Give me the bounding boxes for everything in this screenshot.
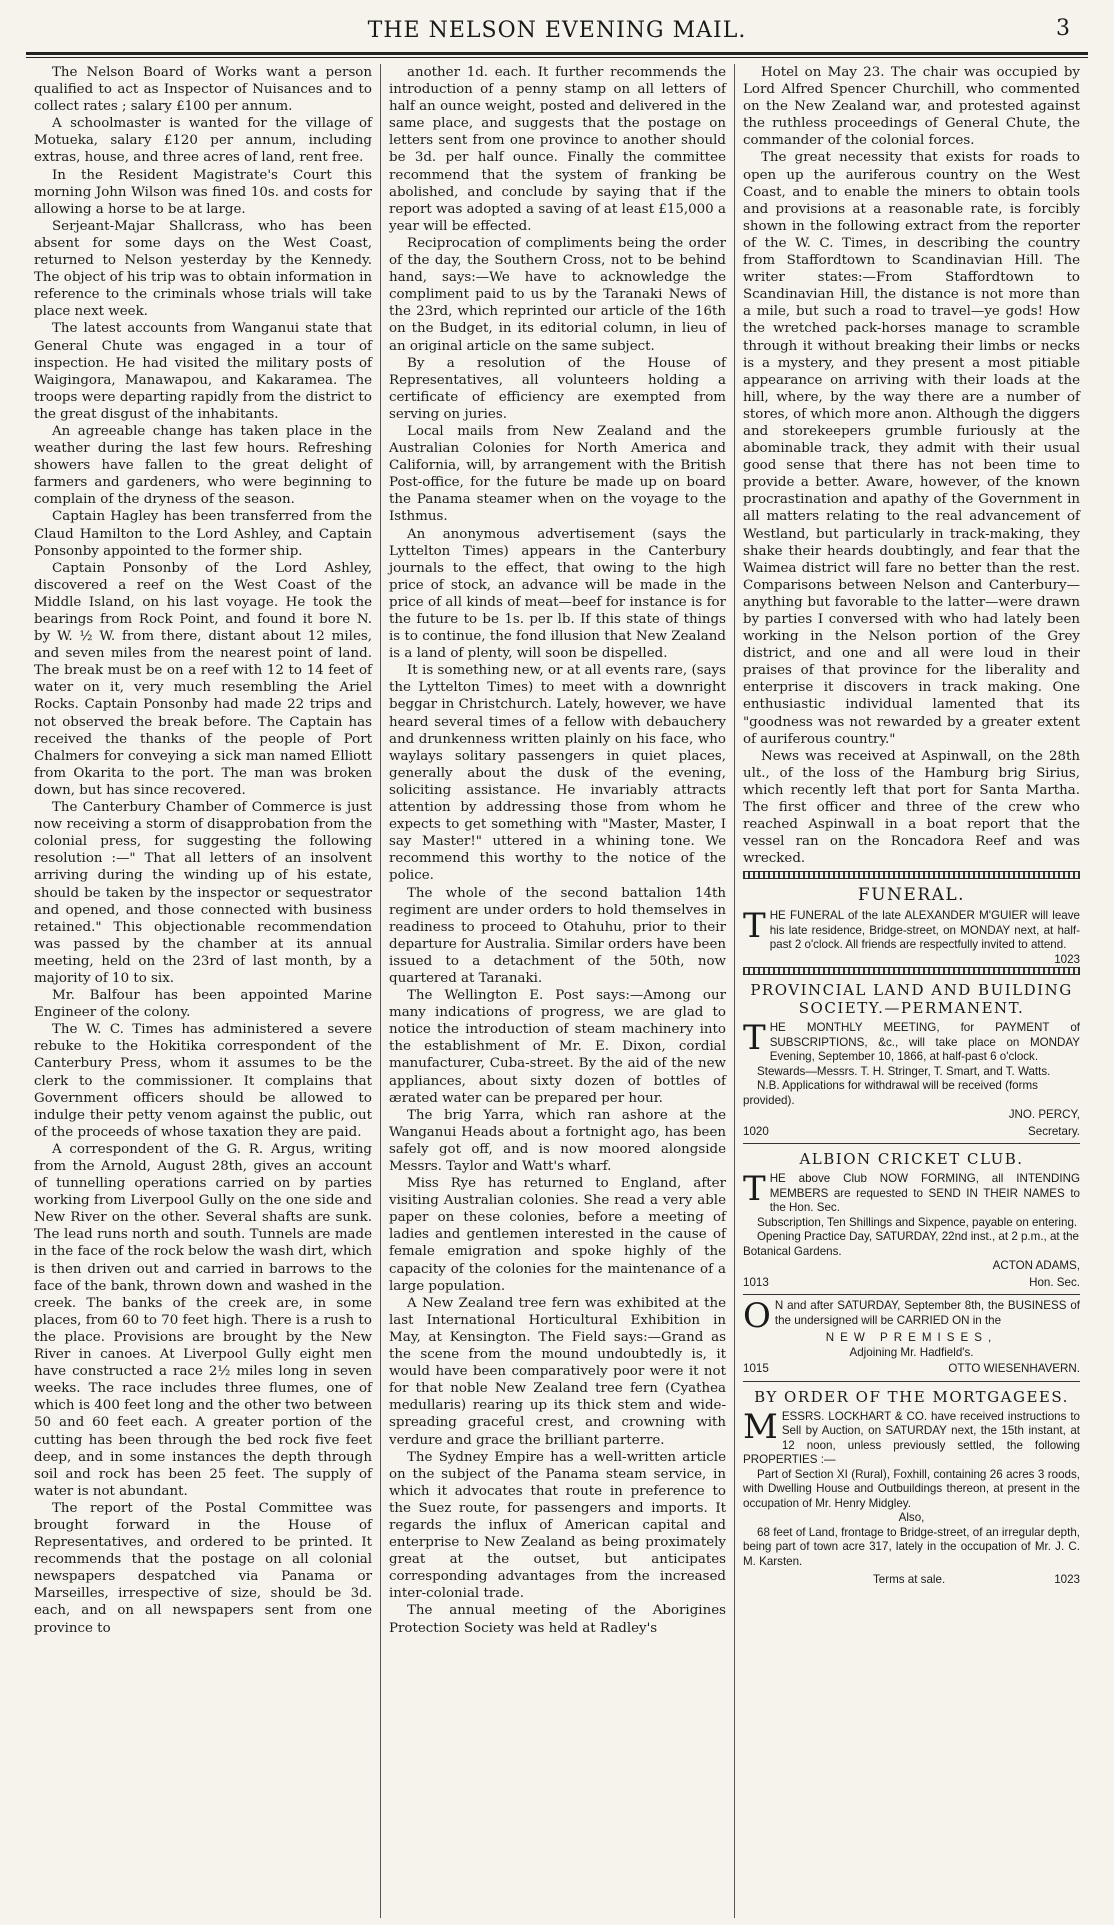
article-paragraph: The whole of the second battalion 14th regiment are under orders to hold themselves in readiness to proceed to Otahuhu, prior to their departure for Australia. Similar orders have been issued to a detachment of the 50th, now quartered at Taranaki. <box>389 885 726 986</box>
albion-body: HE above Club NOW FORMING, all INTENDING MEMBERS are requested to SEND IN THEIR NAMES to the Hon. Sec. <box>769 1172 1080 1215</box>
article-paragraph: Reciprocation of compliments being the order of the day, the Southern Cross, not to be behind hand, says:—We have to acknowledge the compliment paid to us by the Taranaki News of the 23rd, which reprinted our article of the 16th on the Budget, in its editorial column, in lieu of an original article on the same subject. <box>389 235 726 354</box>
albion-subscription: Subscription, Ten Shillings and Sixpence, payable on entering. <box>757 1215 1078 1229</box>
mortgagees-item1: Part of Section XI (Rural), Foxhill, containing 26 acres 3 roods, with Dwelling House and Outbuildings thereon, at present in the occupation of Mr. Henry Midgley. <box>743 1467 1080 1510</box>
article-paragraph: The annual meeting of the Aborigines Protection Society was held at Radley's <box>389 1603 726 1636</box>
mortgagees-heading: BY ORDER OF THE MORTGAGEES. <box>754 1387 1069 1406</box>
premises-body: N and after SATURDAY, September 8th, the BUSINESS of the undersigned will be CARRIED ON in the <box>774 1299 1080 1327</box>
article-paragraph: A New Zealand tree fern was exhibited at the last International Horticultural Exhibition in May, at Kensington. The Field says:—Grand as the scene from the mound undoubtedly is, it would have been comparatively poor were it not for that noble New Zealand tree fern (Cyathea medullaris) rearing up its thick stem and wide-spreading graceful crest, and crowning with verdure and grace the brilliant parterre. <box>389 1295 726 1448</box>
provincial-dropcap: T <box>743 1018 766 1059</box>
column-3 <box>734 64 1088 1918</box>
article-paragraph: The brig Yarra, which ran ashore at the Wanganui Heads about a fortnight ago, has been safely got off, and is now moored alongside Messrs. Taylor and Watt's wharf. <box>389 1107 726 1174</box>
albion-dropcap: T <box>743 1169 766 1210</box>
masthead <box>20 0 1094 52</box>
mortgagees-notice <box>743 1388 1080 1588</box>
funeral-notice <box>743 885 1080 966</box>
provincial-signature-title: Secretary. <box>1028 1124 1080 1138</box>
provincial-heading: PROVINCIAL LAND AND BUILDING SOCIETY.—PERMANENT. <box>750 981 1073 1018</box>
albion-signature: ACTON ADAMS, <box>992 1259 1080 1273</box>
mortgagees-item2: 68 feet of Land, frontage to Bridge-street, of an irregular depth, being part of town acre 317, lately in the occupation of Mr. J. C. M. Karsten. <box>743 1525 1080 1568</box>
columns <box>20 58 1094 1918</box>
article-paragraph: It is something new, or at all events rare, (says the Lyttelton Times) to meet with a downright beggar in Christchurch. Lately, however, we have heard several times of a fellow with debauchery and drunkenness written plainly on his face, who waylays solitary passengers in quiet places, generally about the dusk of the evening, soliciting assistance. He invariably attracts attention by addressing those from whom he expects to get something with "Master, Master, I say Master!" uttered in a whining tone. We recommend this worthy to the notice of the police. <box>389 663 726 884</box>
ad-divider <box>743 1381 1080 1382</box>
mortgagees-ref: 1023 <box>1054 1573 1080 1587</box>
article-paragraph: News was received at Aspinwall, on the 28th ult., of the loss of the Hamburg brig Sirius, which recently left that port for Santa Martha. The first officer and three of the crew who reached Aspinwall in a boat report that the vessel ran on the Roncadora Reef and was wrecked. <box>743 748 1080 867</box>
article-paragraph: By a resolution of the House of Representatives, all volunteers holding a certificate of efficiency are exempted from serving on juries. <box>389 355 726 422</box>
article-paragraph: The Nelson Board of Works want a person qualified to act as Inspector of Nuisances and to collect rates ; salary £100 per annum. <box>34 65 372 115</box>
column-2 <box>380 64 734 1918</box>
provincial-signature: JNO. PERCY, <box>1008 1108 1080 1122</box>
article-paragraph: The great necessity that exists for roads to open up the auriferous country on the West Coast, and to enable the miners to obtain tools and provisions at a reasonable rate, is forcibly shown in the following extract from the reporter of the W. C. Times, in describing the country from Staffordtown to Scandinavian Hill. The writer states:—From Staffordtown to Scandinavian Hill, the distance is not more than a mile, but such a road to travel—ye gods! How the wretched pack-horses manage to scramble through it without breaking their limbs or necks is a mystery, and they present a most pitiable appearance on arriving with their loads at the hill, where, by the way there are a number of stores, of which more anon. Although the diggers and storekeepers grumble furiously at the abominable track, they admit with their usual good sense that there has not been time to provide a better. Aware, however, of the known procrastination and apathy of the Government in all matters relating to the real advancement of Westland, but particularly in track-making, they shake their heards doubtingly, and fear that the Waimea district will fare no better than the rest. Comparisons between Nelson and Canterbury—anything but favorable to the latter—were drawn by parties I conversed with who had lately been working in the Nelson portion of the Grey district, and one and all were loud in their praises of that province for the liberality and enterprise it discovers in track making. One enthusiastic individual lamented that its "goodness was not rewarded by a greater extent of auriferous country." <box>743 150 1080 747</box>
article-paragraph: Miss Rye has returned to England, after visiting Australian colonies. She read a very able paper on these colonies, before a meeting of ladies and gentlemen interested in the cause of female emigration and spoke highly of the capacity of the colonies for the maintenance of a large population. <box>389 1176 726 1294</box>
ad-divider <box>743 1294 1080 1295</box>
premises-adjoining: Adjoining Mr. Hadfield's. <box>849 1345 974 1359</box>
article-paragraph: An anonymous advertisement (says the Lyttelton Times) appears in the Canterbury journals to the effect, that owing to the high price of stock, an advance will be made in the price of all kinds of meat—beef for instance is for the future to be 1s. per lb. If this state of things is to continue, the fond illusion that New Zealand is a land of plenty, will soon be dispelled. <box>389 526 726 662</box>
newspaper-title: THE NELSON EVENING MAIL. <box>367 18 747 43</box>
premises-ref: 1015 <box>743 1362 769 1376</box>
mortgagees-also: Also, <box>898 1511 925 1525</box>
article-paragraph: The latest accounts from Wanganui state that General Chute was engaged in a tour of inspection. He had visited the military posts of Waigingora, Manawapou, and Kakaramea. The troops were departing rapidly from the district to the great disgust of the inhabitants. <box>34 321 372 422</box>
funeral-dropcap: T <box>743 906 766 947</box>
article-paragraph: Captain Hagley has been transferred from the Claud Hamilton to the Lord Ashley, and Captain Ponsonby appointed to the former ship. <box>34 509 372 559</box>
article-paragraph: Hotel on May 23. The chair was occupied by Lord Alfred Spencer Churchill, who commented on the New Zealand war, and protested against the ruthless proceedings of General Chute, the commander of the colonial forces. <box>743 65 1080 149</box>
article-paragraph: The report of the Postal Committee was brought forward in the House of Representatives, and ordered to be printed. It recommends that the postage on all colonial newspapers despatched via Panama or Marseilles, irrespective of size, should be 3d. each, and on all newspapers sent from one province to <box>34 1500 372 1636</box>
article-paragraph: An agreeable change has taken place in the weather during the last few hours. Refreshing showers have fallen to the great delight of farmers and gardeners, who were beginning to complain of the dryness of the season. <box>34 423 372 508</box>
ad-divider <box>743 871 1080 879</box>
article-paragraph: Serjeant-Majar Shallcrass, who has been absent for some days on the West Coast, returned to Nelson yesterday by the Kennedy. The object of his trip was to obtain information in reference to the criminals whose trials will take place next week. <box>34 218 372 320</box>
article-paragraph: another 1d. each. It further recommends the introduction of a penny stamp on all letters of half an ounce weight, posted and delivered in the same place, and suggests that the postage on letters sent from one province to another should be 3d. per half ounce. Finally the committee recommend that the system of franking be abolished, and conclude by saying that if the report was adopted a saving of at least £15,000 a year will be effected. <box>389 65 726 234</box>
article-paragraph: The W. C. Times has administered a severe rebuke to the Hokitika correspondent of the Canterbury Press, whom it assumes to be the clerk to the commissioner. It complains that Government officers should be allowed to indulge their petty venom against the public, out of the proceeds of whose taxation they are paid. <box>34 1022 372 1140</box>
article-paragraph: Local mails from New Zealand and the Australian Colonies for North America and California, will, by arrangement with the British Post-office, for the future be made up on board the Panama steamer when on the voyage to the Isthmus. <box>389 423 726 525</box>
article-paragraph: In the Resident Magistrate's Court this morning John Wilson was fined 10s. and costs for allowing a horse to be at large. <box>34 167 372 217</box>
article-paragraph: The Canterbury Chamber of Commerce is just now receiving a storm of disapprobation from the colonial press, for suggesting the following resolution :—" That all letters of an insolvent arriving during the winding up of his estate, should be taken by the inspector or sequestrator and opened, and those connected with business retained." This objectionable recommendation was passed by the chamber at its annual meeting, held on the 23rd of last month, by a majority of 10 to six. <box>34 800 372 986</box>
albion-practice: Opening Practice Day, SATURDAY, 22nd inst., at 2 p.m., at the Botanical Gardens. <box>743 1230 1079 1258</box>
premises-signature: OTTO WIESENHAVERN. <box>948 1362 1080 1376</box>
ad-divider <box>743 967 1080 975</box>
article-paragraph: Mr. Balfour has been appointed Marine Engineer of the colony. <box>34 988 372 1021</box>
albion-heading: ALBION CRICKET CLUB. <box>799 1150 1024 1169</box>
column-3-articles <box>743 64 1080 867</box>
albion-signature-title: Hon. Sec. <box>1029 1275 1080 1289</box>
mortgagees-dropcap: M <box>743 1406 778 1447</box>
funeral-heading: FUNERAL. <box>857 885 966 906</box>
page-number: 3 <box>1056 16 1070 41</box>
provincial-ref: 1020 <box>743 1124 769 1138</box>
article-paragraph: A schoolmaster is wanted for the village of Motueka, salary £120 per annum, including extras, house, and three acres of land, rent free. <box>34 116 372 166</box>
new-premises-notice <box>743 1296 1080 1377</box>
article-paragraph: The Wellington E. Post says:—Among our many indications of progress, we are glad to notice the introduction of steam machinery into the establishment of Mr. E. Dixon, cordial manufacturer, Cuba-street. By the aid of the new appliances, about sixty dozen of bottles of ærated water can be prepared per hour. <box>389 988 726 1106</box>
premises-dropcap: O <box>743 1296 771 1337</box>
provincial-body: HE MONTHLY MEETING, for PAYMENT of SUBSCRIPTIONS, &c., will take place on MONDAY Evening, September 10, 1866, at half-past 6 o'clock. <box>769 1021 1080 1064</box>
article-paragraph: The Sydney Empire has a well-written article on the subject of the Panama steam service, in which it advocates that route in preference to the Suez route, for passengers and imports. It regards the influx of American capital and enterprise to New Zealand as being proximately great at the outset, but anticipates corresponding advantages from the increased inter-colonial trade. <box>389 1449 726 1602</box>
column-1 <box>26 64 380 1918</box>
mortgagees-body: ESSRS. LOCKHART & CO. have received instructions to Sell by Auction, on SATURDAY next, the 15th instant, at 12 noon, unless previously settled, the following PROPERTIES :— <box>743 1409 1080 1467</box>
provincial-note: N.B. Applications for withdrawal will be received (forms provided). <box>743 1079 1038 1107</box>
ad-divider <box>743 1143 1080 1144</box>
premises-new-premises: NEW PREMISES, <box>825 1331 998 1345</box>
provincial-stewards: Stewards—Messrs. T. H. Stringer, T. Smart, and T. Watts. <box>757 1064 1051 1078</box>
mortgagees-terms: Terms at sale. <box>873 1573 946 1587</box>
albion-cricket-notice <box>743 1150 1080 1290</box>
provincial-society-notice <box>743 981 1080 1139</box>
funeral-body: HE FUNERAL of the late ALEXANDER M'GUIER will leave his late residence, Bridge-street, on MONDAY next, at half-past 2 o'clock. All friends are respectfully invited to attend. <box>769 909 1080 952</box>
article-paragraph: Captain Ponsonby of the Lord Ashley, discovered a reef on the West Coast of the Middle Island, on his last voyage. He took the bearings from Rock Point, and found it bore N. by W. ½ W. from there, distant about 12 miles, and seven miles from the nearest point of land. The break must be on a reef with 12 to 14 feet of water on it, very much resembling the Ariel Rocks. Captain Ponsonby had made 22 trips and not observed the break before. The Captain has received the thanks of the people of Port Chalmers for conveying a sick man named Elliott from Okarita to the port. The man was broken down, but has since recovered. <box>34 560 372 798</box>
albion-ref: 1013 <box>743 1275 769 1289</box>
funeral-ref: 1023 <box>1054 952 1080 966</box>
article-paragraph: A correspondent of the G. R. Argus, writing from the Arnold, August 28th, gives an account of tunnelling operations carried on by parties working from Liverpool Gully on the one side and New River on the other. Several shafts are sunk. The lead runs north and south. Tunnels are made in the face of the rock below the wash dirt, which is then driven out and carried in barrows to the face of the bank, thrown down and washed in the creek. The banks of the creek are, in some places, from 60 to 70 feet high. There is a rush to the place. Provisions are brought by the New River in canoes. At Liverpool Gully eight men have constructed a race 2½ miles long in seven weeks. The race includes three flumes, one of which is 400 feet long and the other two between 50 and 60 feet each. A greater portion of the cutting has been through the bed rock five feet deep, and in some instances the depth through soil and rock has been 25 feet. The supply of water is not abundant. <box>34 1141 372 1499</box>
